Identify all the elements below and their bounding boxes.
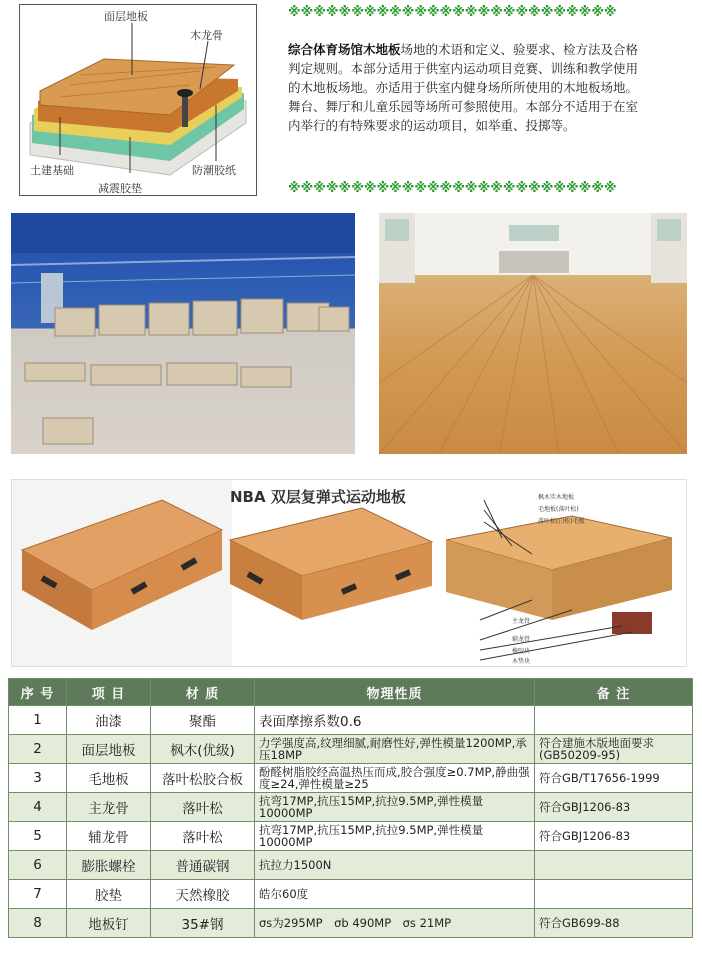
cell-property: 表面摩擦系数0.6	[255, 706, 535, 735]
nba-floor-illustrations	[12, 480, 686, 666]
cell-note: 符合GBJ1206-83	[535, 793, 693, 822]
cell-note	[535, 706, 693, 735]
callout-7: 木垫块	[512, 658, 531, 665]
intro-title: 综合体育场馆木地板	[288, 42, 401, 57]
header-item: 项 目	[67, 679, 151, 706]
cell-material: 落叶松	[151, 793, 255, 822]
table-row	[9, 764, 693, 793]
cell-no: 5	[9, 822, 67, 851]
cell-item: 辅龙骨	[67, 822, 151, 851]
callout-5: 辅龙骨	[512, 636, 531, 643]
cell-item: 膨胀螺栓	[67, 851, 151, 880]
table-row	[9, 822, 693, 851]
label-keel: 木龙骨	[190, 29, 223, 42]
callout-2: 毛地板(落叶松)	[538, 506, 579, 513]
callout-4: 主龙骨	[512, 618, 531, 625]
table-row	[9, 735, 693, 764]
cell-property: 抗弯17MP,抗压15MP,抗拉9.5MP,弹性模量10000MP	[255, 793, 535, 822]
cell-item: 油漆	[67, 706, 151, 735]
table-row	[9, 909, 693, 938]
decorative-stars-top: ※※※※※※※※※※※※※※※※※※※※※※※※※※	[288, 5, 617, 20]
callout-3: 落叶松(白松)毛板	[538, 518, 585, 525]
header-no: 序 号	[9, 679, 67, 706]
spec-table	[8, 678, 693, 938]
cell-note: 符合建施木版地面要求(GB50209-95)	[535, 735, 693, 764]
cell-no: 6	[9, 851, 67, 880]
cell-no: 1	[9, 706, 67, 735]
cell-property: 力学强度高,纹理细腻,耐磨性好,弹性模量1200MP,承压18MP	[255, 735, 535, 764]
cell-no: 3	[9, 764, 67, 793]
intro-paragraph	[288, 40, 640, 135]
cell-item: 面层地板	[67, 735, 151, 764]
label-foundation: 土建基础	[30, 164, 74, 177]
cell-item: 毛地板	[67, 764, 151, 793]
callout-6: 橡胶块	[512, 648, 531, 655]
cell-material: 聚酯	[151, 706, 255, 735]
cell-item: 主龙骨	[67, 793, 151, 822]
warehouse-illustration	[11, 213, 355, 454]
cell-no: 2	[9, 735, 67, 764]
intro-body: 场地的术语和定义、验要求、检方法及合格判定规则。本部分适用于供室内运动项目竞赛、训练和教学使用的木地板场地。亦适用于供室内健身场所所使用的木地板场地。舞台、舞厅和儿童乐园等场所可参照使用。本部分不适用于在室内举行的有特殊要求的运动项目，如举重、投掷等。	[288, 42, 639, 133]
cell-property: 抗弯17MP,抗压15MP,抗拉9.5MP,弹性模量10000MP	[255, 822, 535, 851]
cell-property: 抗拉力1500N	[255, 851, 535, 880]
cell-material: 天然橡胶	[151, 880, 255, 909]
decorative-stars-bottom: ※※※※※※※※※※※※※※※※※※※※※※※※※※	[288, 181, 617, 196]
cell-material: 普通碳钢	[151, 851, 255, 880]
label-surface-board: 面层地板	[104, 10, 148, 23]
label-damping-pad: 减震胶垫	[98, 182, 142, 195]
table-row	[9, 793, 693, 822]
table-header-row	[9, 679, 693, 706]
cell-material: 枫木(优级)	[151, 735, 255, 764]
warehouse-lumber-photo	[11, 213, 355, 454]
gymnasium-floor-photo	[379, 213, 687, 454]
cell-property: 酚醛树脂胶经高温热压而成,胶合强度≥0.7MP,静曲强度≥24,弹性模量≥25	[255, 764, 535, 793]
header-note: 备 注	[535, 679, 693, 706]
header-material: 材 质	[151, 679, 255, 706]
nba-panel-title: NBA 双层复弹式运动地板	[230, 488, 406, 506]
nba-floor-panel	[11, 479, 687, 667]
header-property: 物理性质	[255, 679, 535, 706]
cell-item: 地板钉	[67, 909, 151, 938]
cell-material: 落叶松胶合板	[151, 764, 255, 793]
cell-material: 35#钢	[151, 909, 255, 938]
cell-property: σs为295MP σb 490MP σs 21MP	[255, 909, 535, 938]
cell-item: 胶垫	[67, 880, 151, 909]
callout-1: 枫木实木地板	[538, 494, 575, 501]
label-moisture-paper: 防潮胶纸	[192, 164, 236, 177]
cell-note: 符合GB/T17656-1999	[535, 764, 693, 793]
cell-no: 8	[9, 909, 67, 938]
cell-note: 符合GB699-88	[535, 909, 693, 938]
cell-no: 7	[9, 880, 67, 909]
cell-material: 落叶松	[151, 822, 255, 851]
gymnasium-illustration	[379, 213, 687, 454]
table-row	[9, 706, 693, 735]
floor-structure-diagram	[19, 4, 257, 196]
cell-note: 符合GBJ1206-83	[535, 822, 693, 851]
cell-note	[535, 880, 693, 909]
cell-property: 皓尔60度	[255, 880, 535, 909]
table-row	[9, 851, 693, 880]
cell-note	[535, 851, 693, 880]
table-row	[9, 880, 693, 909]
cell-no: 4	[9, 793, 67, 822]
